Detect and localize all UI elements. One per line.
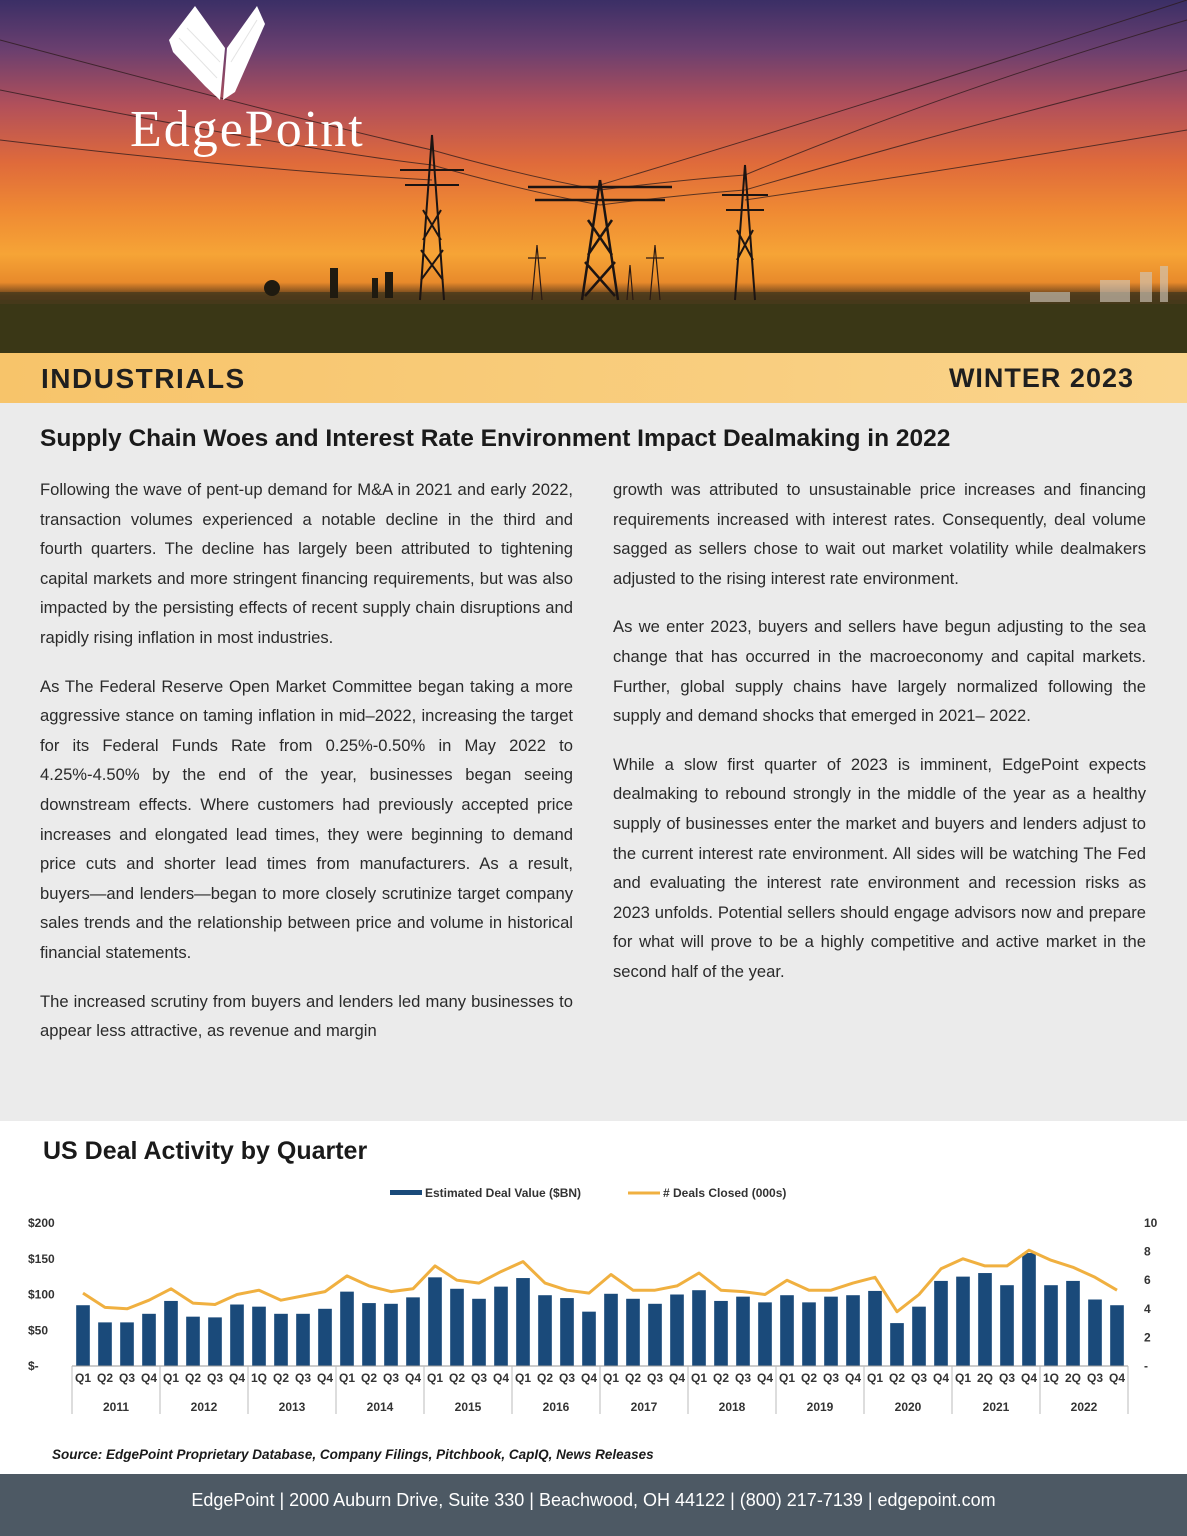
left-axis [28, 1216, 55, 1373]
quarter-label: 1Q [250, 1371, 268, 1385]
paragraph: While a slow first quarter of 2023 is imminent, EdgePoint expects dealmaking to rebound strongly in the middle of the year as a healthy supply of businesses enter the market and buyers and lenders adjust to the current interest rate environment. All sides will be watching The Fed and evaluating the interest rate environment and recession risks as 2023 unfolds. Potential sellers should engage advisors now and prepare for what will prove to be a highly competitive and active market in the second half of the year. [613, 754, 1146, 981]
year-label: 2017 [630, 1400, 658, 1414]
quarter-label: Q4 [316, 1371, 334, 1385]
quarter-label: Q3 [822, 1371, 840, 1385]
quarter-label: Q3 [558, 1371, 576, 1385]
paragraph: As we enter 2023, buyers and sellers have begun adjusting to the sea change that has occurred in the macroeconomy and capital markets. Further, global supply chains have largely normalized following the supply and demand shocks that emerged in 2021– 2022. [613, 617, 1146, 726]
right-axis-tick: 8 [1144, 1244, 1151, 1259]
quarter-label: 2Q [1064, 1371, 1082, 1385]
chart-title: US Deal Activity by Quarter [43, 1137, 368, 1165]
issue-label: WINTER 2023 [948, 363, 1134, 393]
bar [340, 1292, 354, 1366]
quarter-label: Q2 [272, 1371, 290, 1385]
quarter-label: Q1 [338, 1371, 356, 1385]
x-axis [72, 1366, 1128, 1414]
bar [384, 1304, 398, 1366]
bar [494, 1287, 508, 1366]
hero-banner [0, 0, 1187, 353]
left-axis-tick: $50 [28, 1323, 49, 1338]
year-label: 2019 [806, 1400, 834, 1414]
quarter-label: Q4 [140, 1371, 158, 1385]
paragraph: The increased scrutiny from buyers and lenders led many businesses to appear less attractive, as revenue and margin [40, 991, 573, 1041]
right-axis-tick: 2 [1144, 1330, 1151, 1345]
bar [714, 1301, 728, 1366]
left-axis-tick: $200 [28, 1216, 55, 1230]
bar [1088, 1300, 1102, 1366]
bar [208, 1317, 222, 1366]
quarter-label: Q4 [1020, 1371, 1038, 1385]
bar [626, 1299, 640, 1366]
quarter-label: Q1 [602, 1371, 620, 1385]
bar [472, 1299, 486, 1366]
legend-swatch-bars [390, 1190, 422, 1195]
article-column-left [40, 475, 573, 1065]
quarter-label: Q3 [998, 1371, 1016, 1385]
bar [318, 1309, 332, 1366]
bar [362, 1303, 376, 1366]
bar-series [76, 1253, 1124, 1366]
quarter-label: 1Q [1042, 1371, 1060, 1385]
left-axis-tick: $- [28, 1359, 39, 1373]
footer-contact: EdgePoint | 2000 Auburn Drive, Suite 330 | Beachwood, OH 44122 | (800) 217-7139 | edgepoint.com [0, 1474, 1187, 1536]
quarter-label: Q2 [888, 1371, 906, 1385]
sector-label: INDUSTRIALS [41, 363, 246, 394]
quarter-label: Q1 [426, 1371, 444, 1385]
bar [648, 1304, 662, 1366]
quarter-label: Q3 [910, 1371, 928, 1385]
quarter-label: Q3 [734, 1371, 752, 1385]
quarter-label: Q1 [778, 1371, 796, 1385]
bar [296, 1314, 310, 1366]
bar [934, 1281, 948, 1366]
quarter-label: Q4 [404, 1371, 422, 1385]
bar [98, 1322, 112, 1366]
bar [1000, 1285, 1014, 1366]
year-label: 2018 [718, 1400, 746, 1414]
bar [560, 1298, 574, 1366]
bar [846, 1295, 860, 1366]
quarter-label: Q3 [118, 1371, 136, 1385]
year-label: 2021 [982, 1400, 1010, 1414]
quarter-label: Q2 [360, 1371, 378, 1385]
right-axis-tick: 10 [1144, 1216, 1158, 1230]
quarter-label: Q4 [492, 1371, 510, 1385]
bar [428, 1277, 442, 1366]
quarter-label: Q3 [206, 1371, 224, 1385]
right-axis [1144, 1216, 1158, 1373]
quarter-label: Q2 [448, 1371, 466, 1385]
quarter-label: Q1 [514, 1371, 532, 1385]
quarter-label: Q4 [668, 1371, 686, 1385]
quarter-label: 2Q [976, 1371, 994, 1385]
quarter-label: Q4 [844, 1371, 862, 1385]
year-label: 2020 [894, 1400, 922, 1414]
bar [1110, 1305, 1124, 1366]
year-label: 2015 [454, 1400, 482, 1414]
bar [1044, 1285, 1058, 1366]
bar [142, 1314, 156, 1366]
bar [912, 1307, 926, 1366]
year-label: 2014 [366, 1400, 394, 1414]
bar [780, 1295, 794, 1366]
bar [604, 1294, 618, 1366]
quarter-label: Q1 [162, 1371, 180, 1385]
quarter-label: Q1 [690, 1371, 708, 1385]
quarter-label: Q4 [1108, 1371, 1126, 1385]
bar [692, 1290, 706, 1366]
quarter-label: Q3 [382, 1371, 400, 1385]
paragraph: As The Federal Reserve Open Market Committee began taking a more aggressive stance on taming inflation in mid–2022, increasing the target for its Federal Funds Rate from 0.25%-0.50% in May 2022 to 4.25%-4.50% by the end of the year, businesses began seeing downstream effects. Where customers had previously accepted price increases and elongated lead times, they were beginning to demand price cuts and shorter lead times from manufacturers. As a result, buyers—and lenders—began to more closely scrutinize target company sales trends and the relationship between price and volume in historical financial statements. [40, 676, 573, 962]
quarter-label: Q4 [228, 1371, 246, 1385]
quarter-label: Q2 [800, 1371, 818, 1385]
bar [406, 1297, 420, 1366]
quarter-label: Q3 [294, 1371, 312, 1385]
chart-source: Source: EdgePoint Proprietary Database, Company Filings, Pitchbook, CapIQ, News Releases [52, 1447, 654, 1462]
bar [230, 1305, 244, 1366]
bar [582, 1312, 596, 1366]
bar [956, 1277, 970, 1366]
bar [824, 1297, 838, 1366]
bar [252, 1307, 266, 1366]
year-label: 2022 [1070, 1400, 1098, 1414]
bar [670, 1295, 684, 1367]
bar [164, 1301, 178, 1366]
section-band [0, 353, 1187, 403]
article-headline: Supply Chain Woes and Interest Rate Environment Impact Dealmaking in 2022 [40, 425, 951, 452]
bar [978, 1273, 992, 1366]
quarter-label: Q4 [932, 1371, 950, 1385]
bar [76, 1305, 90, 1366]
left-axis-tick: $150 [28, 1251, 55, 1266]
bar [1066, 1281, 1080, 1366]
quarter-label: Q3 [646, 1371, 664, 1385]
paragraph: Following the wave of pent-up demand for M&A in 2021 and early 2022, transaction volumes experienced a notable decline in the third and fourth quarters. The decline has largely been attributed to tightening capital markets and more stringent financing requirements, but was also impacted by the persisting effects of recent supply chain disruptions and rapidly rising inflation in most industries. [40, 480, 573, 647]
quarter-label: Q1 [74, 1371, 92, 1385]
quarter-label: Q3 [1086, 1371, 1104, 1385]
bar [120, 1322, 134, 1366]
bar [538, 1295, 552, 1366]
quarter-label: Q4 [756, 1371, 774, 1385]
article [0, 403, 1187, 1121]
legend-label-line: # Deals Closed (000s) [663, 1186, 787, 1200]
chart-legend [390, 1186, 786, 1200]
bar [1022, 1253, 1036, 1366]
quarter-label: Q2 [624, 1371, 642, 1385]
quarter-label: Q2 [96, 1371, 114, 1385]
paragraph: growth was attributed to unsustainable price increases and financing requirements increased with interest rates. Consequently, deal volume sagged as sellers chose to wait out market volatility while dealmakers adjusted to the rising interest rate environment. [613, 480, 1146, 588]
year-label: 2011 [102, 1400, 130, 1414]
bar [802, 1302, 816, 1366]
year-label: 2012 [190, 1400, 218, 1414]
bar [274, 1314, 288, 1366]
quarter-label: Q2 [536, 1371, 554, 1385]
quarter-label: Q1 [866, 1371, 884, 1385]
bar [736, 1297, 750, 1366]
legend-label-bars: Estimated Deal Value ($BN) [425, 1186, 582, 1200]
right-axis-tick: 4 [1144, 1301, 1151, 1316]
quarter-label: Q4 [580, 1371, 598, 1385]
bar [868, 1291, 882, 1366]
quarter-label: Q2 [184, 1371, 202, 1385]
right-axis-tick: - [1144, 1359, 1148, 1373]
bar [186, 1317, 200, 1366]
article-column-right [613, 475, 1146, 1006]
left-axis-tick: $100 [28, 1287, 55, 1302]
deal-activity-chart [0, 1175, 1187, 1425]
bar [758, 1302, 772, 1366]
edgepoint-logo-icon [0, 0, 440, 100]
quarter-label: Q3 [470, 1371, 488, 1385]
year-label: 2016 [542, 1400, 570, 1414]
right-axis-tick: 6 [1144, 1273, 1151, 1288]
quarter-label: Q2 [712, 1371, 730, 1385]
year-label: 2013 [278, 1400, 306, 1414]
bar [516, 1278, 530, 1366]
bar [450, 1289, 464, 1366]
quarter-label: Q1 [954, 1371, 972, 1385]
bar [890, 1323, 904, 1366]
brand-name: EdgePoint [130, 101, 365, 158]
